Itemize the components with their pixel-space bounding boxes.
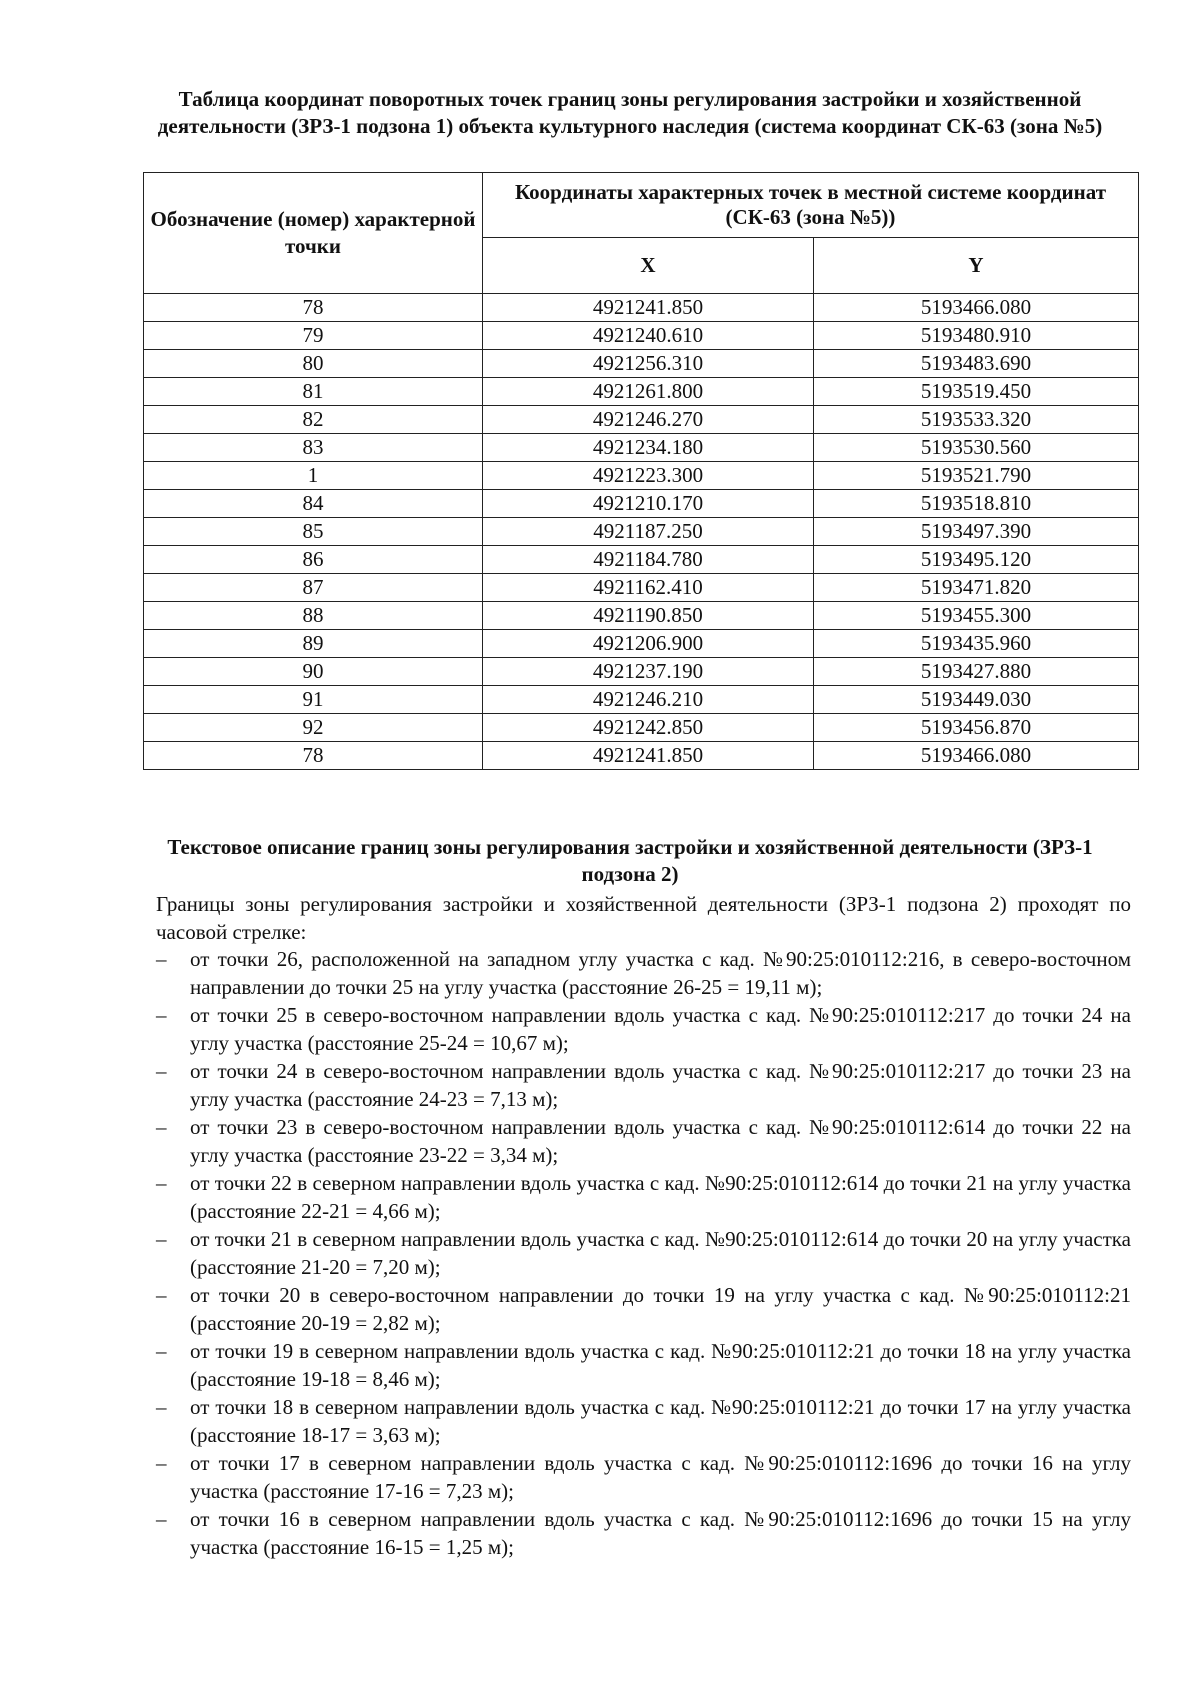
cell-y: 5193518.810 bbox=[814, 490, 1139, 518]
cell-point: 79 bbox=[144, 322, 483, 350]
list-item-text: от точки 23 в северо-восточном направлении вдоль участка с кад. №90:25:010112:614 до точки 22 на углу участка (расстояние 23-22 = 3,34 м); bbox=[190, 1115, 1131, 1167]
description-title: Текстовое описание границ зоны регулирования застройки и хозяйственной деятельности (ЗРЗ-1 подзона 2) bbox=[167, 835, 1093, 886]
cell-x: 4921206.900 bbox=[483, 630, 814, 658]
cell-x: 4921210.170 bbox=[483, 490, 814, 518]
cell-y: 5193449.030 bbox=[814, 686, 1139, 714]
cell-y: 5193533.320 bbox=[814, 406, 1139, 434]
cell-y: 5193466.080 bbox=[814, 742, 1139, 770]
header-x: X bbox=[483, 237, 814, 293]
coordinates-table bbox=[143, 172, 1139, 770]
cell-x: 4921234.180 bbox=[483, 434, 814, 462]
cell-x: 4921246.270 bbox=[483, 406, 814, 434]
list-item-text: от точки 17 в северном направлении вдоль участка с кад. №90:25:010112:1696 до точки 16 на углу участка (расстояние 17-16 = 7,23 м); bbox=[190, 1451, 1131, 1503]
cell-x: 4921242.850 bbox=[483, 714, 814, 742]
dash-marker: – bbox=[156, 1283, 167, 1307]
cell-point: 81 bbox=[144, 378, 483, 406]
dash-marker: – bbox=[156, 1507, 167, 1531]
cell-point: 87 bbox=[144, 574, 483, 602]
list-item bbox=[156, 1113, 1131, 1169]
cell-point: 92 bbox=[144, 714, 483, 742]
table-row bbox=[144, 602, 1139, 630]
list-item bbox=[156, 945, 1131, 1001]
table-row bbox=[144, 462, 1139, 490]
list-item-text: от точки 22 в северном направлении вдоль участка с кад. №90:25:010112:614 до точки 21 на углу участка (расстояние 22-21 = 4,66 м); bbox=[190, 1171, 1131, 1223]
description-intro: Границы зоны регулирования застройки и хозяйственной деятельности (ЗРЗ-1 подзона 2) проходят по часовой стрелке: bbox=[156, 892, 1131, 944]
dash-marker: – bbox=[156, 1059, 167, 1083]
cell-point: 85 bbox=[144, 518, 483, 546]
table-row bbox=[144, 518, 1139, 546]
dash-marker: – bbox=[156, 1227, 167, 1251]
dash-marker: – bbox=[156, 1115, 167, 1139]
list-item bbox=[156, 1393, 1131, 1449]
table-row bbox=[144, 742, 1139, 770]
dash-marker: – bbox=[156, 1451, 167, 1475]
cell-y: 5193480.910 bbox=[814, 322, 1139, 350]
dash-marker: – bbox=[156, 1171, 167, 1195]
cell-y: 5193483.690 bbox=[814, 350, 1139, 378]
table-row bbox=[144, 378, 1139, 406]
list-item bbox=[156, 1057, 1131, 1113]
cell-y: 5193427.880 bbox=[814, 658, 1139, 686]
cell-point: 91 bbox=[144, 686, 483, 714]
cell-y: 5193497.390 bbox=[814, 518, 1139, 546]
cell-point: 83 bbox=[144, 434, 483, 462]
cell-x: 4921241.850 bbox=[483, 294, 814, 322]
list-item-text: от точки 21 в северном направлении вдоль участка с кад. №90:25:010112:614 до точки 20 на углу участка (расстояние 21-20 = 7,20 м); bbox=[190, 1227, 1131, 1279]
table-row bbox=[144, 686, 1139, 714]
cell-x: 4921223.300 bbox=[483, 462, 814, 490]
cell-point: 78 bbox=[144, 742, 483, 770]
cell-x: 4921187.250 bbox=[483, 518, 814, 546]
cell-x: 4921261.800 bbox=[483, 378, 814, 406]
cell-x: 4921240.610 bbox=[483, 322, 814, 350]
cell-point: 86 bbox=[144, 546, 483, 574]
cell-x: 4921184.780 bbox=[483, 546, 814, 574]
list-item-text: от точки 16 в северном направлении вдоль участка с кад. №90:25:010112:1696 до точки 15 на углу участка (расстояние 16-15 = 1,25 м); bbox=[190, 1507, 1131, 1559]
list-item-text: от точки 24 в северо-восточном направлении вдоль участка с кад. №90:25:010112:217 до точки 23 на углу участка (расстояние 24-23 = 7,13 м); bbox=[190, 1059, 1131, 1111]
cell-point: 82 bbox=[144, 406, 483, 434]
header-point-number: Обозначение (номер) характерной точки bbox=[144, 173, 483, 294]
table-row bbox=[144, 350, 1139, 378]
cell-y: 5193519.450 bbox=[814, 378, 1139, 406]
cell-y: 5193466.080 bbox=[814, 294, 1139, 322]
cell-point: 90 bbox=[144, 658, 483, 686]
list-item-text: от точки 25 в северо-восточном направлении вдоль участка с кад. №90:25:010112:217 до точки 24 на углу участка (расстояние 25-24 = 10,67 м); bbox=[190, 1003, 1131, 1055]
dash-marker: – bbox=[156, 1395, 167, 1419]
cell-point: 1 bbox=[144, 462, 483, 490]
list-item bbox=[156, 1337, 1131, 1393]
list-item-text: от точки 20 в северо-восточном направлении до точки 19 на углу участка с кад. №90:25:010112:21 (расстояние 20-19 = 2,82 м); bbox=[190, 1283, 1131, 1335]
boundary-list bbox=[156, 945, 1131, 1561]
table-row bbox=[144, 714, 1139, 742]
cell-point: 89 bbox=[144, 630, 483, 658]
cell-x: 4921246.210 bbox=[483, 686, 814, 714]
list-item bbox=[156, 1225, 1131, 1281]
cell-point: 84 bbox=[144, 490, 483, 518]
list-item-text: от точки 26, расположенной на западном углу участка с кад. №90:25:010112:216, в северо-восточном направлении до точки 25 на углу участка (расстояние 26-25 = 19,11 м); bbox=[190, 947, 1131, 999]
list-item bbox=[156, 1281, 1131, 1337]
header-y: Y bbox=[814, 237, 1139, 293]
table-row bbox=[144, 406, 1139, 434]
table-row bbox=[144, 434, 1139, 462]
list-item bbox=[156, 1169, 1131, 1225]
cell-y: 5193495.120 bbox=[814, 546, 1139, 574]
cell-y: 5193530.560 bbox=[814, 434, 1139, 462]
cell-point: 88 bbox=[144, 602, 483, 630]
dash-marker: – bbox=[156, 1003, 167, 1027]
table-row bbox=[144, 546, 1139, 574]
cell-x: 4921256.310 bbox=[483, 350, 814, 378]
cell-x: 4921190.850 bbox=[483, 602, 814, 630]
cell-x: 4921241.850 bbox=[483, 742, 814, 770]
dash-marker: – bbox=[156, 947, 167, 971]
table-row bbox=[144, 574, 1139, 602]
cell-point: 80 bbox=[144, 350, 483, 378]
list-item bbox=[156, 1505, 1131, 1561]
table-row bbox=[144, 658, 1139, 686]
table-row bbox=[144, 630, 1139, 658]
cell-x: 4921162.410 bbox=[483, 574, 814, 602]
table-body bbox=[144, 294, 1139, 770]
table-row bbox=[144, 294, 1139, 322]
cell-y: 5193456.870 bbox=[814, 714, 1139, 742]
cell-y: 5193435.960 bbox=[814, 630, 1139, 658]
cell-y: 5193471.820 bbox=[814, 574, 1139, 602]
cell-y: 5193521.790 bbox=[814, 462, 1139, 490]
cell-point: 78 bbox=[144, 294, 483, 322]
list-item bbox=[156, 1001, 1131, 1057]
table-row bbox=[144, 322, 1139, 350]
list-item bbox=[156, 1449, 1131, 1505]
cell-x: 4921237.190 bbox=[483, 658, 814, 686]
table-row bbox=[144, 490, 1139, 518]
cell-y: 5193455.300 bbox=[814, 602, 1139, 630]
dash-marker: – bbox=[156, 1339, 167, 1363]
list-item-text: от точки 19 в северном направлении вдоль участка с кад. №90:25:010112:21 до точки 18 на углу участка (расстояние 19-18 = 8,46 м); bbox=[190, 1339, 1131, 1391]
header-coordinates: Координаты характерных точек в местной системе координат (СК-63 (зона №5)) bbox=[483, 173, 1139, 238]
list-item-text: от точки 18 в северном направлении вдоль участка с кад. №90:25:010112:21 до точки 17 на углу участка (расстояние 18-17 = 3,63 м); bbox=[190, 1395, 1131, 1447]
table-title: Таблица координат поворотных точек границ зоны регулирования застройки и хозяйственной деятельности (ЗРЗ-1 подзона 1) объекта культурного наследия (система координат СК-63 (зона №5) bbox=[157, 87, 1103, 138]
